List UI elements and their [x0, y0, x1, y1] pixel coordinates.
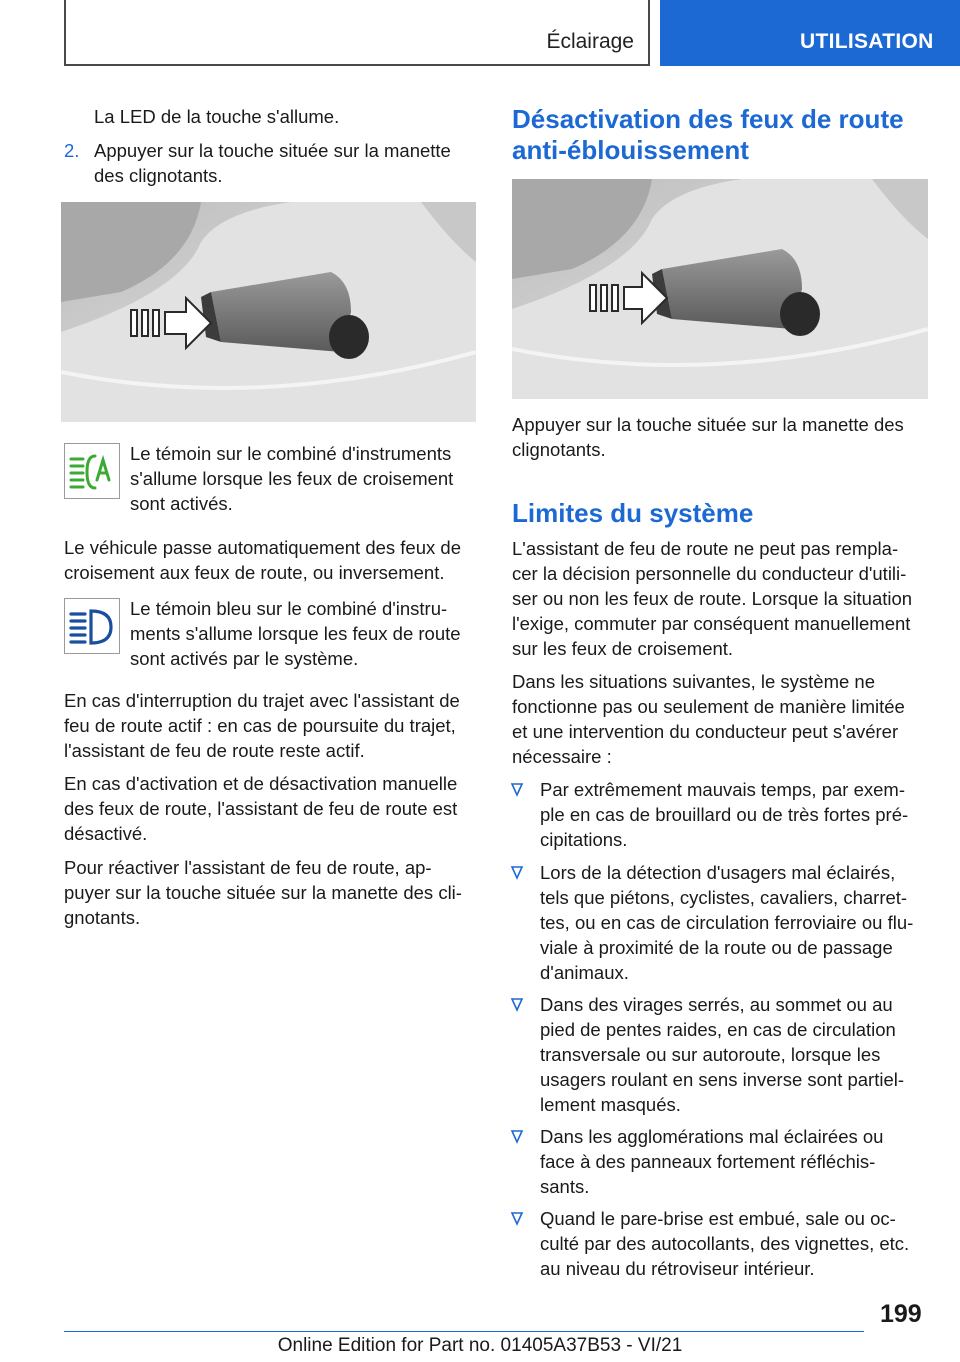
- bullet2-line-5: d'animaux.: [540, 962, 629, 983]
- paragraph-manual-line-1: En cas d'activation et de désactivation manuelle: [64, 773, 458, 794]
- section-title: Éclairage: [546, 30, 634, 53]
- bullet1-line-2: ple en cas de brouillard ou de très fortes pré-: [540, 804, 909, 825]
- bullet3-line-1: Dans des virages serrés, au sommet ou au: [540, 994, 893, 1015]
- list-item: [540, 992, 930, 1117]
- bullet3-line-2: pied de pentes raides, en cas de circulation: [540, 1019, 896, 1040]
- paragraph-interrupt-line-3: l'assistant de feu de route reste actif.: [64, 740, 365, 761]
- situations-line-2: fonctionne pas ou seulement de manière limitée: [512, 696, 905, 717]
- paragraph-auto-line-2: croisement aux feux de route, ou inversement.: [64, 562, 445, 583]
- limits-para-line-4: l'exige, commuter par conséquent manuellement: [512, 613, 911, 634]
- page-number: 199: [880, 1300, 922, 1328]
- step-text-line-1: Appuyer sur la touche située sur la manette: [94, 140, 451, 161]
- bullet1-line-1: Par extrêmement mauvais temps, par exem-: [540, 779, 905, 800]
- bullet-triangle-icon: [510, 994, 524, 1014]
- bullet5-line-1: Quand le pare-brise est embué, sale ou oc-: [540, 1208, 896, 1229]
- bullet3-line-4: usagers roulant en sens inverse sont partiel-: [540, 1069, 905, 1090]
- bullet-triangle-icon: [510, 779, 524, 799]
- situations-line-4: nécessaire :: [512, 746, 612, 767]
- step-number: 2.: [64, 140, 80, 161]
- indicator1-line-3: sont activés.: [130, 493, 233, 514]
- header-section-box: [64, 0, 650, 66]
- paragraph-interrupt-line-2: feu de route actif : en cas de poursuite du trajet,: [64, 715, 456, 736]
- indicator1-line-1: Le témoin sur le combiné d'instruments: [130, 443, 452, 464]
- heading-deactivation-line-2: anti-éblouissement: [512, 135, 749, 165]
- low-beam-assistant-icon: [64, 443, 120, 499]
- situations-line-1: Dans les situations suivantes, le système ne: [512, 671, 875, 692]
- bullet4-line-2: face à des panneaux fortement réfléchis-: [540, 1151, 876, 1172]
- situations-line-3: et une intervention du conducteur peut s'avérer: [512, 721, 899, 742]
- paragraph-auto-line-1: Le véhicule passe automatiquement des feux de: [64, 537, 461, 558]
- led-line: La LED de la touche s'allume.: [94, 106, 340, 127]
- stalk-button-figure-2: [512, 179, 928, 399]
- indicator2-line-2: ments s'allume lorsque les feux de route: [130, 623, 461, 644]
- chapter-tab: [660, 0, 960, 66]
- paragraph-manual-line-3: désactivé.: [64, 823, 148, 844]
- bullet-triangle-icon: [510, 1208, 524, 1228]
- limits-para-line-5: sur les feux de croisement.: [512, 638, 734, 659]
- footer-edition: Online Edition for Part no. 01405A37B53 - VI/21: [277, 1335, 683, 1356]
- list-item: [540, 777, 930, 852]
- stalk-button-figure: [61, 202, 476, 422]
- footer-divider: [64, 1331, 864, 1332]
- limits-para-line-3: ser ou non les feux de route. Lorsque la situation: [512, 588, 913, 609]
- bullet1-line-3: cipitations.: [540, 829, 628, 850]
- bullet4-line-3: sants.: [540, 1176, 590, 1197]
- heading-deactivation-line-1: Désactivation des feux de route: [512, 104, 904, 134]
- limits-para-line-2: cer la décision personnelle du conducteur d'utili-: [512, 563, 907, 584]
- bullet3-line-5: lement masqués.: [540, 1094, 681, 1115]
- paragraph-reactivate-line-3: gnotants.: [64, 907, 141, 928]
- indicator2-line-3: sont activés par le système.: [130, 648, 359, 669]
- bullet5-line-3: au niveau du rétroviseur intérieur.: [540, 1258, 815, 1279]
- heading-limits: Limites du système: [512, 498, 754, 528]
- bullet2-line-2: tels que piétons, cyclistes, cavaliers, charret-: [540, 887, 908, 908]
- bullet4-line-1: Dans les agglomérations mal éclairées ou: [540, 1126, 884, 1147]
- indicator2-line-1: Le témoin bleu sur le combiné d'instru-: [130, 598, 448, 619]
- high-beam-icon: [64, 598, 120, 654]
- bullet2-line-4: viale à proximité de la route ou de passage: [540, 937, 893, 958]
- list-item: [540, 1124, 930, 1199]
- step-text-line-2: des clignotants.: [94, 165, 223, 186]
- indicator1-line-2: s'allume lorsque les feux de croisement: [130, 468, 454, 489]
- list-item: [540, 1206, 930, 1281]
- deactivation-text-line-1: Appuyer sur la touche située sur la manette des: [512, 414, 904, 435]
- bullet-triangle-icon: [510, 1126, 524, 1146]
- bullet5-line-2: culté par des autocollants, des vignettes, etc.: [540, 1233, 910, 1254]
- bullet-triangle-icon: [510, 862, 524, 882]
- paragraph-interrupt-line-1: En cas d'interruption du trajet avec l'assistant de: [64, 690, 460, 711]
- paragraph-reactivate-line-2: puyer sur la touche située sur la manette des cli-: [64, 882, 462, 903]
- limits-para-line-1: L'assistant de feu de route ne peut pas rempla-: [512, 538, 899, 559]
- list-item: [540, 860, 930, 985]
- chapter-title: UTILISATION: [800, 30, 934, 53]
- deactivation-text-line-2: clignotants.: [512, 439, 606, 460]
- bullet2-line-1: Lors de la détection d'usagers mal éclairés,: [540, 862, 896, 883]
- bullet2-line-3: tes, ou en cas de circulation ferroviaire ou flu-: [540, 912, 914, 933]
- bullet3-line-3: transversale ou sur autoroute, lorsque les: [540, 1044, 881, 1065]
- paragraph-reactivate-line-1: Pour réactiver l'assistant de feu de route, ap-: [64, 857, 432, 878]
- paragraph-manual-line-2: des feux de route, l'assistant de feu de route est: [64, 798, 458, 819]
